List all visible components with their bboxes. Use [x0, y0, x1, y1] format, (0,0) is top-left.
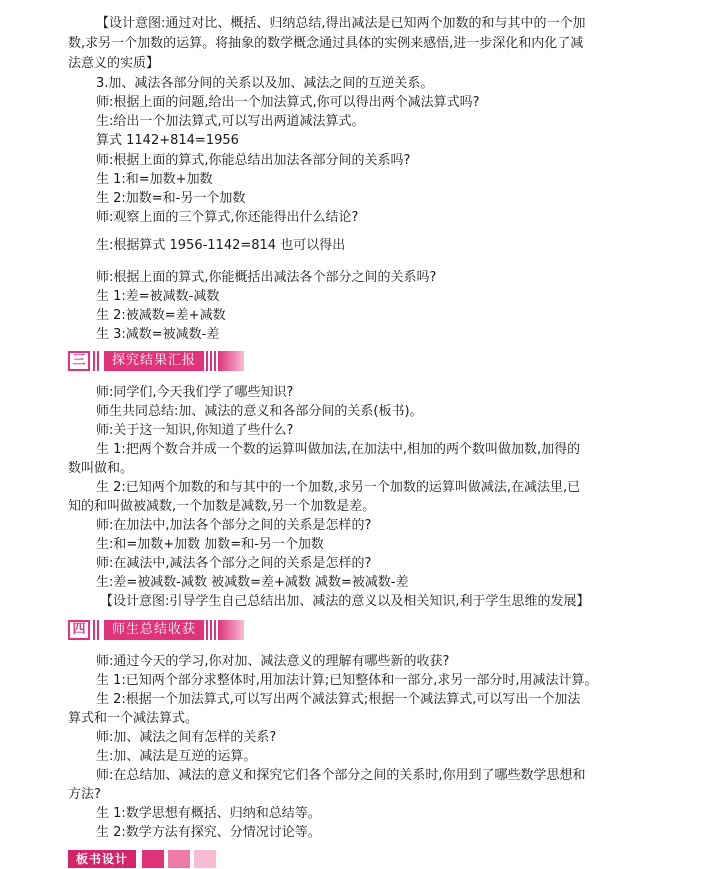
board-design-header: [68, 850, 216, 868]
design-intent-line: 【设计意图:通过对比、概括、归纳总结,得出减法是已知两个加数的和与其中的一个加: [96, 16, 586, 31]
text-line: 生 3:减数=被减数-差: [96, 327, 220, 342]
board-design-label: 板书设计: [68, 850, 136, 868]
text-line: 师:根据上面的算式,你能概括出减法各个部分之间的关系吗?: [96, 270, 437, 285]
decor-stripes: [93, 351, 101, 371]
decor-fade: [218, 351, 244, 371]
section-header-4: [68, 620, 244, 640]
section-header-3: [68, 351, 244, 371]
text-line: 生 2:已知两个加数的和与其中的一个加数,求另一个加数的运算叫做减法,在减法里,已: [96, 480, 581, 495]
text-line: 师:在总结加、减法的意义和探究它们各个部分之间的关系时,你用到了哪些数学思想和: [96, 768, 586, 783]
design-intent-line: 数,求另一个加数的运算。将抽象的数学概念通过具体的实例来感悟,进一步深化和内化了减: [68, 36, 584, 51]
design-intent-line: 【设计意图:引导学生自己总结出加、减法的意义以及相关知识,利于学生思维的发展】: [100, 594, 590, 609]
text-line: 师:加、减法之间有怎样的关系?: [96, 730, 277, 745]
text-line: 生:加、减法是互逆的运算。: [96, 749, 257, 764]
text-line: 师:观察上面的三个算式,你还能得出什么结论?: [96, 210, 359, 225]
text-line: 生 1:数学思想有概括、归纳和总结等。: [96, 806, 321, 821]
text-line: 算式 1142+814=1956: [96, 133, 239, 148]
design-intent-line: 法意义的实质】: [68, 56, 160, 71]
text-line: 生 1:差=被减数-减数: [96, 289, 220, 304]
text-line: 师:根据上面的算式,你能总结出加法各部分间的关系吗?: [96, 153, 411, 168]
decor-block: [142, 850, 164, 868]
text-line: 数叫做和。: [68, 461, 134, 476]
text-line: 知的和叫做被减数,一个加数是减数,另一个加数是差。: [68, 499, 376, 514]
text-line: 生:和=加数+加数 加数=和-另一个加数: [96, 537, 324, 552]
text-line: 生:根据算式 1956-1142=814 也可以得出: [96, 238, 346, 253]
text-line: 师:同学们,今天我们学了哪些知识?: [96, 385, 294, 400]
text-line: 生 2:数学方法有探究、分情况讨论等。: [96, 825, 321, 840]
section-number: 四: [68, 620, 90, 640]
text-line: 生 2:被减数=差+减数: [96, 308, 226, 323]
section-title: 探究结果汇报: [104, 351, 204, 371]
section-title: 师生总结收获: [104, 620, 204, 640]
text-line: 生 2:加数=和-另一个加数: [96, 191, 246, 206]
decor-stripes: [204, 351, 216, 371]
text-line: 师:在加法中,加法各个部分之间的关系是怎样的?: [96, 518, 372, 533]
text-line: 生:差=被减数-减数 被减数=差+减数 减数=被减数-差: [96, 575, 409, 590]
text-line: 师:关于这一知识,你知道了些什么?: [96, 423, 294, 438]
decor-block: [194, 850, 216, 868]
text-line: 生 1:已知两个部分求整体时,用加法计算;已知整体和一部分,求另一部分时,用减法计算。: [96, 673, 598, 688]
section-number: 三: [68, 351, 90, 371]
text-line: 生 1:把两个数合并成一个数的运算叫做加法,在加法中,相加的两个数叫做加数,加得的: [96, 442, 581, 457]
text-line: 生 1:和=加数+加数: [96, 172, 213, 187]
text-line: 算式和一个减法算式。: [68, 711, 199, 726]
subheading: 3.加、减法各部分间的关系以及加、减法之间的互逆关系。: [96, 76, 434, 91]
decor-stripes: [204, 620, 216, 640]
text-line: 师:通过今天的学习,你对加、减法意义的理解有哪些新的收获?: [96, 654, 450, 669]
decor-stripes: [93, 620, 101, 640]
text-line: 师:根据上面的问题,给出一个加法算式,你可以得出两个减法算式吗?: [96, 95, 480, 110]
decor-fade: [218, 620, 244, 640]
text-line: 师生共同总结:加、减法的意义和各部分间的关系(板书)。: [96, 404, 423, 419]
text-line: 师:在减法中,减法各个部分之间的关系是怎样的?: [96, 556, 372, 571]
decor-block: [168, 850, 190, 868]
text-line: 方法?: [68, 787, 101, 802]
text-line: 生 2:根据一个加法算式,可以写出两个减法算式;根据一个减法算式,可以写出一个加法: [96, 692, 581, 707]
text-line: 生:给出一个加法算式,可以写出两道减法算式。: [96, 114, 365, 129]
